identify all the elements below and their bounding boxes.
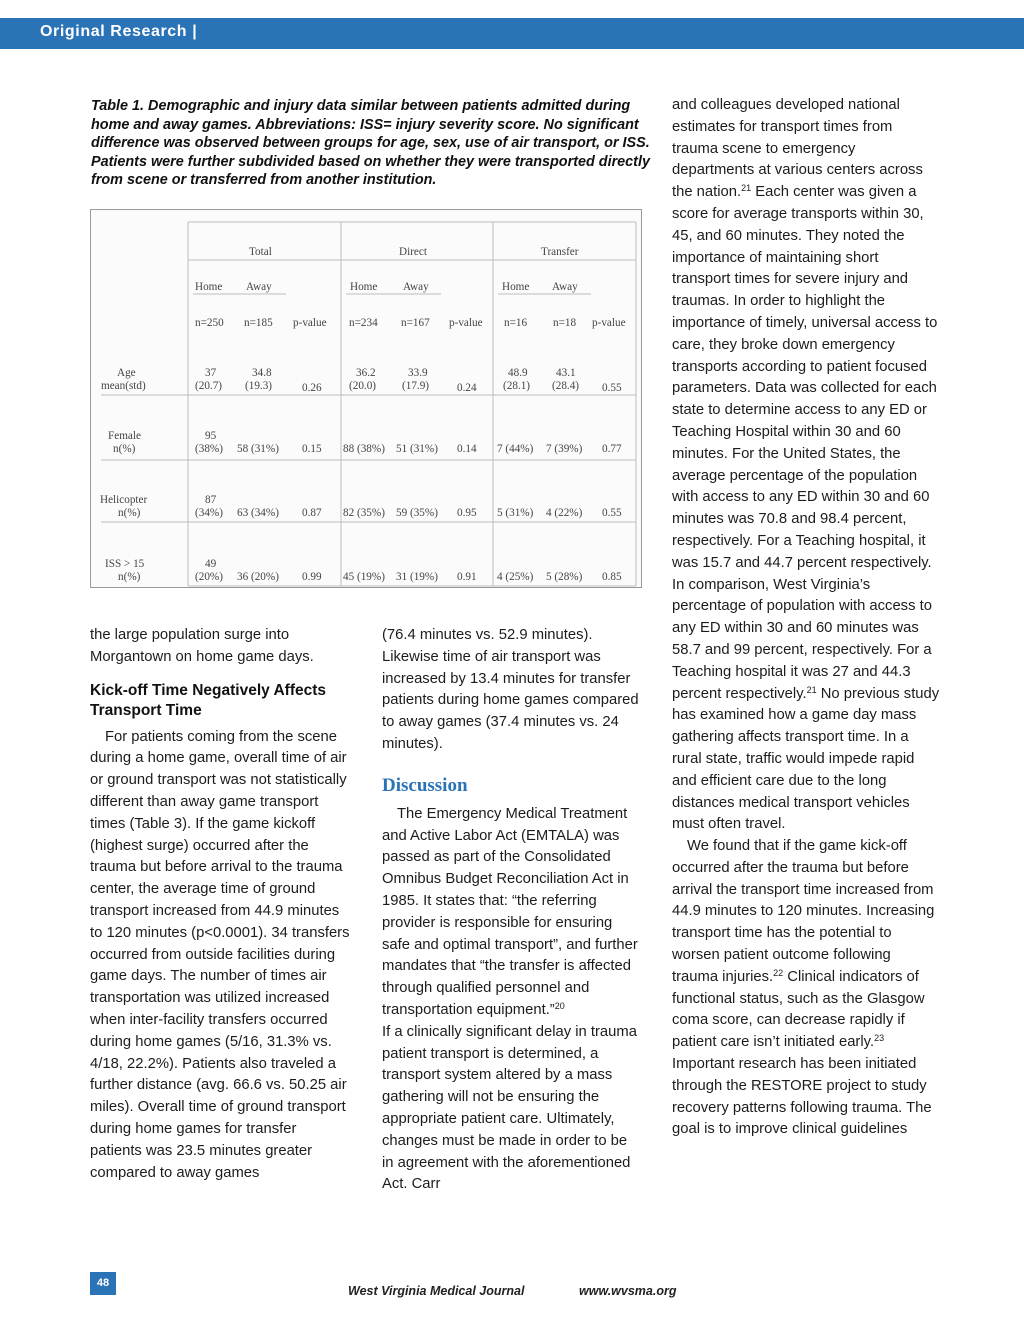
paragraph: If a clinically significant delay in trauma patient transport is determined, a transport system altered by a mass gathering will not be ensuring the appropriate patient care. Ultimately, changes must be made in order to be in agreement with the aforementioned Act. Carr [382,1023,637,1193]
cell: 4 (25%) [497,571,534,583]
cell: 0.15 [302,443,322,455]
cell: 31 (19%) [396,571,438,583]
cell: 36 (20%) [237,571,279,583]
cell: 48.9 [508,367,528,379]
table-image [90,209,642,588]
cell: 59 (35%) [396,507,438,519]
cell: 0.24 [457,382,477,394]
paragraph: (76.4 minutes vs. 52.9 minutes). Likewise time of air transport was increased by 13.4 minutes for transfer patients during home games compared to away games (37.4 minutes vs. 24 minutes). [382,627,639,752]
cell: 33.9 [408,367,428,379]
column-3 [672,95,940,1141]
citation: 21 [741,183,752,194]
citation: 22 [773,967,784,978]
sub-away: Away [403,281,429,293]
cell: 0.14 [457,443,477,455]
group-direct: Direct [399,246,427,258]
row-unit: n(%) [118,571,141,583]
cell: (34%) [195,507,223,519]
cell: 0.99 [302,571,322,583]
cell: (20.7) [195,380,223,392]
paragraph: The Emergency Medical Treatment and Active Labor Act (EMTALA) was passed as part of the Consolidated Omnibus Budget Reconciliation Act in 1985. It states that: “the referring provider is responsible for ensuring safe and optimal transport”, and further mandates that “the transfer is affected through qualified personnel and transportation equipment.”$^{20}$ [382,805,638,1018]
cell: 34.8 [252,367,272,379]
cell: 37 [205,367,217,379]
cell: (19.3) [245,380,273,392]
sub-home: Home [195,281,223,293]
cell: 63 (34%) [237,507,279,519]
group-total: Total [249,246,272,258]
column-1 [90,625,352,1184]
table-rules [91,210,642,588]
cell: 0.55 [602,382,622,394]
cell: 7 (39%) [546,443,583,455]
cell: 0.26 [302,382,322,394]
cell: 5 (31%) [497,507,534,519]
cell: 95 [205,430,217,442]
table-row [91,494,642,524]
cell: 58 (31%) [237,443,279,455]
section-title: Original Research | [40,23,198,40]
cell: 0.87 [302,507,322,519]
paragraph: and colleagues developed national estimates for transport times from trauma scene to emergency departments at various centers across the nation.$^{21}$ Each center was given a score for average transports within 30, 45, and 60 minutes. They noted the importance of maintaining short transport times for severe injury and traumas. In order to highlight the importance of timely, universal access to care, they broke down emergency transports according to patient focused parameters. Data was collected for each state to determine access to any ED or Teaching Hospital within 30 and 60 minutes. For the United States, the average percentage of the population with access to any ED within 30 and 60 minutes was 70.8 and 98.4 percent, respectively. For a Teaching hospital, it was 15.7 and 44.7 percent respectively. In comparison, West Virginia’s percentage of population with access to any ED within 30 and 60 minutes was 58.7 and 99 percent, respectively. For a Teaching hospital it was 27 and 44.3 percent respectively.$^{21}$ No previous study has examined how a game day mass gathering affects transport time. In a rural state, traffic would impede rapid and efficient care due to the long distances medical transport vehicles must often travel. [672,97,940,833]
cell: 0.77 [602,443,622,455]
cell: (20.0) [349,380,377,392]
row-unit: mean(std) [101,380,146,392]
sub-away: Away [552,281,578,293]
n-transfer-away: n=18 [553,317,577,329]
n-transfer-home: n=16 [504,317,528,329]
row-unit: n(%) [118,507,141,519]
table-row [91,558,642,588]
cell: 49 [205,558,217,570]
cell: 0.55 [602,507,622,519]
cell: 0.95 [457,507,477,519]
group-transfer: Transfer [541,246,579,258]
pvalue-header: p-value [293,317,327,329]
sub-home: Home [350,281,378,293]
row-label: Age [117,367,136,379]
paragraph: the large population surge into Morgantown on home game days. [90,627,314,665]
cell: 45 (19%) [343,571,385,583]
n-total-away: n=185 [244,317,273,329]
table-caption: Table 1. Demographic and injury data similar between patients admitted during home and away games. Abbreviations: ISS= injury severity score. No significant difference was observed between groups for age, sex, use of air transport, or ISS. Patients were further subdivided based on whether they were transported directly from scene or transferred from another institution. [91,98,650,189]
paragraph: We found that if the game kick-off occurred after the trauma but before arrival the transport time increased from 44.9 minutes to 120 minutes. Increasing transport time has the potential to worsen patient outcome following trauma injuries.$^{22}$ Clinical indicators of functional status, such as the Glasgow coma score, can decrease rapidly if patient care isn’t initiated early.$^{23}$ Important research has been initiated through the RESTORE project to study recovery patterns following trauma. The goal is to improve clinical guidelines [672,838,935,1138]
section-heading: Discussion [382,774,468,796]
pvalue-header: p-value [592,317,626,329]
paragraph: For patients coming from the scene during a home game, overall time of air or ground transport was not statistically different than away game transport times (Table 3). If the game kickoff (highest surge) occurred after the trauma but before arrival to the trauma center, the average time of ground transport increased from 44.9 minutes to 120 minutes (p<0.0001). 34 transfers occurred from outside facilities during game days. The number of times air transportation was utilized increased when inter-facility transfers occurred during home games (5/16, 31.3% vs. 4/18, 22.2%). Patients also traveled a further distance (avg. 66.6 vs. 50.25 air miles). Overall time of ground transport during home games for transfer patients was 23.5 minutes greater compared to away games [90,728,350,1181]
citation: 20 [554,1000,565,1011]
journal-url: www.wvsma.org [579,1284,677,1298]
cell: 0.91 [457,571,477,583]
cell: 51 (31%) [396,443,438,455]
column-2 [382,625,640,1196]
cell: 87 [205,494,217,506]
table-row [91,430,642,460]
cell: (28.4) [552,380,580,392]
n-direct-home: n=234 [349,317,378,329]
cell: 5 (28%) [546,571,583,583]
pvalue-header: p-value [449,317,483,329]
n-direct-away: n=167 [401,317,430,329]
cell: (38%) [195,443,223,455]
citation: 23 [874,1033,885,1044]
cell: 82 (35%) [343,507,385,519]
row-label: ISS > 15 [105,558,145,570]
cell: 0.85 [602,571,622,583]
sub-home: Home [502,281,530,293]
section-heading: Kick-off Time Negatively Affects Transport Time [90,681,327,719]
cell: 88 (38%) [343,443,385,455]
n-total-home: n=250 [195,317,224,329]
sub-away: Away [246,281,272,293]
cell: (20%) [195,571,223,583]
cell: (28.1) [503,380,531,392]
cell: (17.9) [402,380,430,392]
cell: 43.1 [556,367,576,379]
table-row [91,367,642,397]
cell: 7 (44%) [497,443,534,455]
page-number: 48 [90,1272,116,1295]
citation: 21 [806,684,817,695]
section-header-band [0,18,1024,49]
journal-name: West Virginia Medical Journal [348,1284,525,1298]
row-label: Helicopter [100,494,148,506]
cell: 36.2 [356,367,376,379]
cell: 4 (22%) [546,507,583,519]
row-label: Female [108,430,141,442]
row-unit: n(%) [113,443,136,455]
